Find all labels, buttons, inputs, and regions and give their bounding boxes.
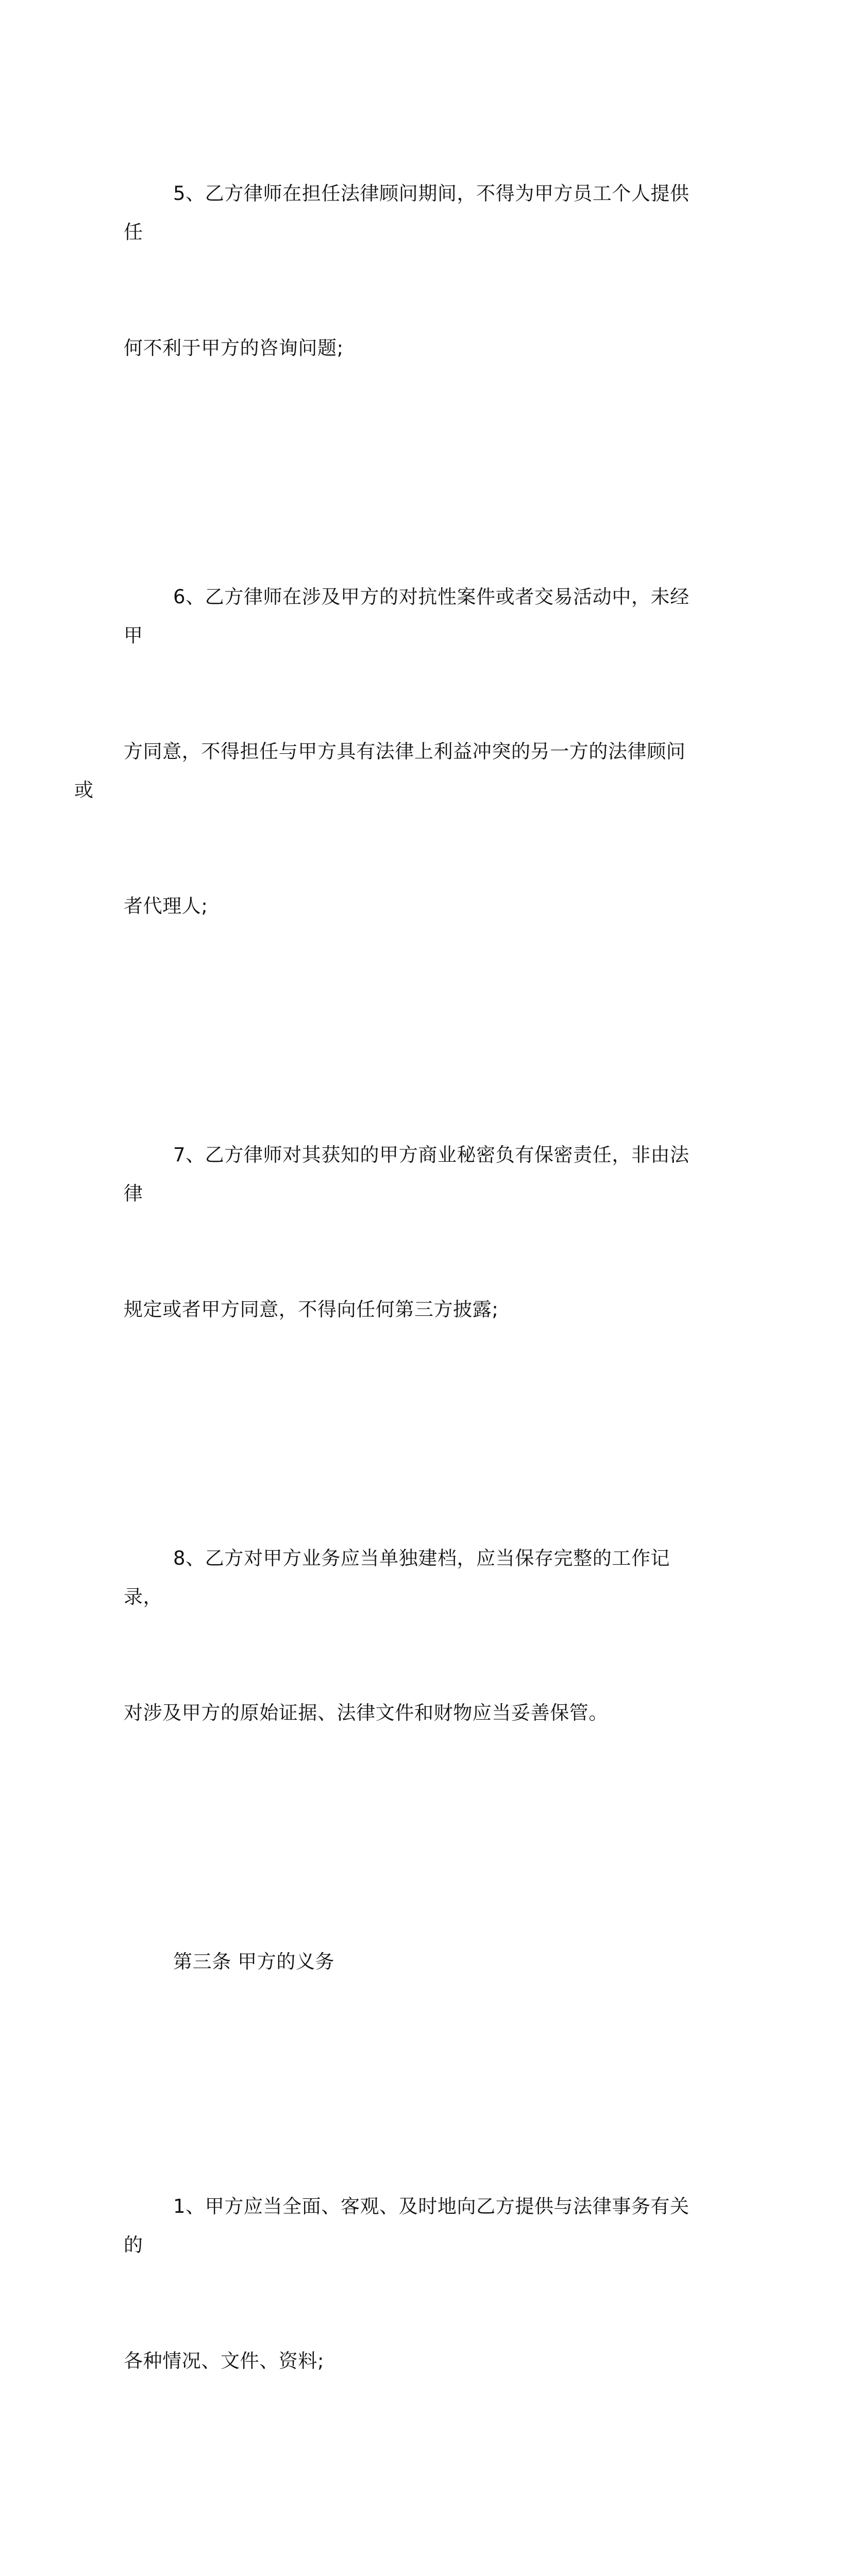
paragraph-gap <box>124 2458 703 2513</box>
clause-paragraph <box>124 2513 703 2576</box>
text-line: 7、乙方律师对其获知的甲方商业秘密负有保密责任，非由法律 <box>124 1144 689 1205</box>
clause-paragraph <box>74 500 703 1003</box>
clause-paragraph <box>124 2110 703 2458</box>
text-line: 8、乙方对甲方业务应当单独建档，应当保存完整的工作记录， <box>124 1547 670 1608</box>
clause-paragraph <box>124 1462 703 1809</box>
text-line: 各种情况、文件、资料; <box>124 2350 325 2372</box>
paragraph-gap <box>124 445 703 500</box>
section-heading <box>124 1865 703 2058</box>
text-line: 1、甲方应当全面、客观、及时地向乙方提供与法律事务有关的 <box>124 2195 689 2256</box>
text-line: 6、乙方律师在涉及甲方的对抗性案件或者交易活动中，未经甲 <box>124 586 689 647</box>
document-body <box>74 97 703 2576</box>
text-line: 规定或者甲方同意，不得向任何第三方披露; <box>124 1298 499 1320</box>
paragraph-gap <box>124 1406 703 1462</box>
text-line: 第三条 甲方的义务 <box>173 1951 335 1973</box>
text-line: 对涉及甲方的原始证据、法律文件和财物应当妥善保管。 <box>124 1702 608 1724</box>
paragraph-gap <box>124 1809 703 1865</box>
text-line: 方同意，不得担任与甲方具有法律上利益冲突的另一方的法律顾问或 <box>74 740 686 801</box>
text-line: 何不利于甲方的咨询问题; <box>124 337 344 359</box>
text-line: 5、乙方律师在担任法律顾问期间，不得为甲方员工个人提供任 <box>124 182 689 243</box>
text-line: 者代理人; <box>124 895 208 917</box>
paragraph-gap <box>124 2058 703 2110</box>
paragraph-gap <box>124 1003 703 1058</box>
clause-paragraph <box>124 1058 703 1406</box>
clause-paragraph <box>124 97 703 445</box>
